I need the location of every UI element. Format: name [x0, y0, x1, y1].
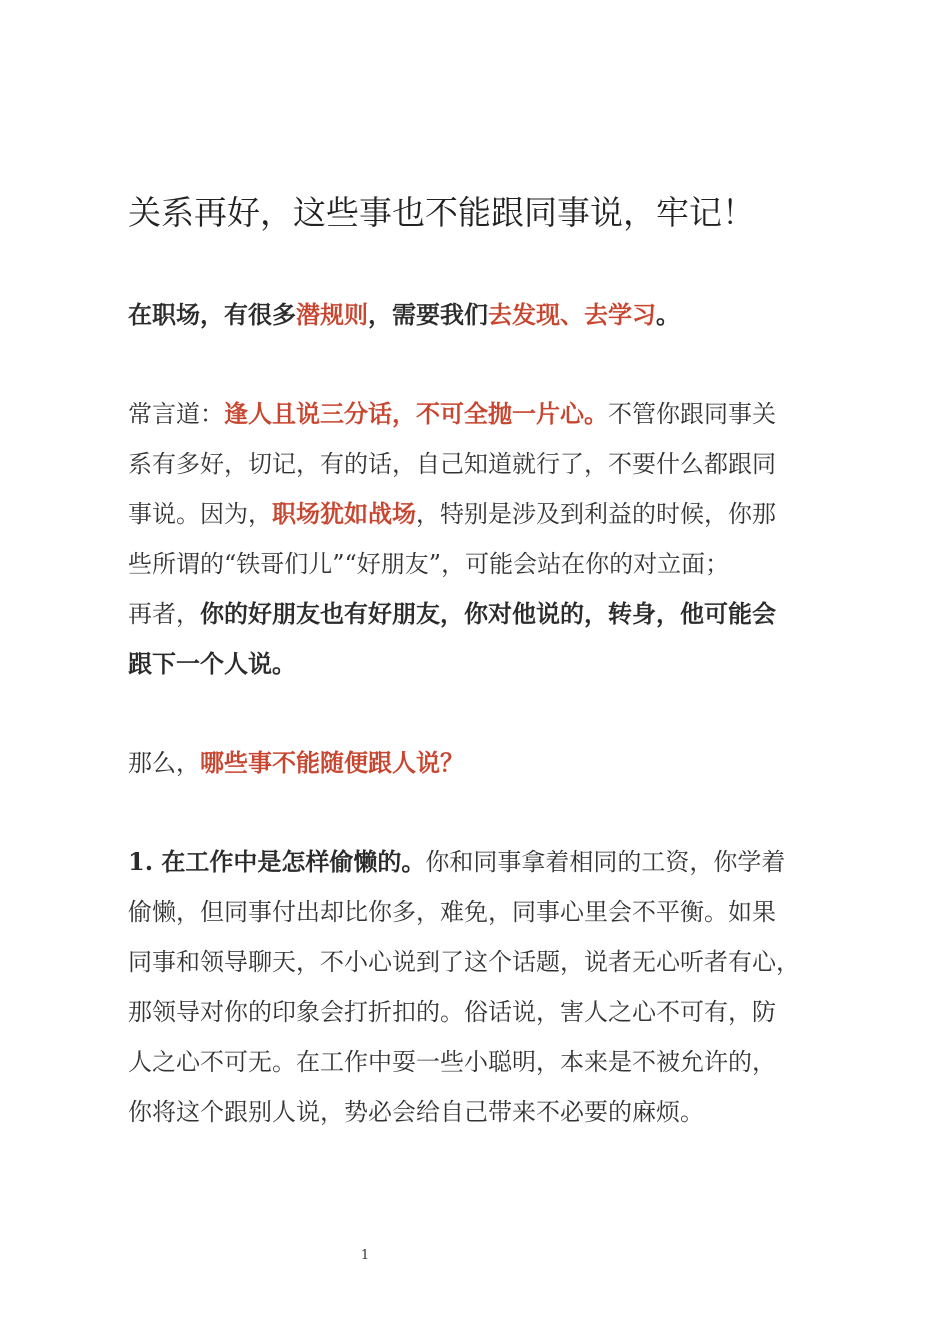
- paragraph-point-1: [128, 837, 818, 1137]
- paragraph-line: [128, 589, 818, 639]
- page-number: 1: [360, 1248, 370, 1263]
- intro-text: 。: [656, 300, 680, 329]
- paragraph-line: 系有多好，切记，有的话，自己知道就行了，不要什么都跟同: [128, 450, 776, 478]
- body-text: 事说。因为，: [128, 500, 272, 528]
- body-text: 再者，: [128, 600, 200, 628]
- highlight-text: 逢人且说三分话，不可全抛一片心。: [224, 399, 608, 428]
- paragraph-line: 跟下一个人说。: [128, 649, 296, 678]
- highlight-text: 潜规则: [296, 300, 368, 329]
- intro-text: 在职场，有很多: [128, 300, 296, 329]
- paragraph-line: 你将这个跟别人说，势必会给自己带来不必要的麻烦。: [128, 1098, 704, 1126]
- intro-paragraph: [128, 290, 818, 340]
- highlight-text: 职场犹如战场: [272, 499, 416, 528]
- paragraph-line: [128, 837, 818, 887]
- body-text: 常言道：: [128, 400, 224, 428]
- body-text: 不管你跟同事关: [608, 400, 776, 428]
- body-text: 你和同事拿着相同的工资，你学着: [425, 848, 786, 876]
- paragraph-line: 那领导对你的印象会打折扣的。俗话说，害人之心不可有，防: [128, 998, 776, 1026]
- paragraph-line: [128, 389, 818, 439]
- intro-text: ，需要我们: [368, 300, 488, 329]
- paragraph-proverb: [128, 389, 818, 689]
- paragraph-line: [128, 489, 818, 539]
- paragraph-line: 人之心不可无。在工作中耍一些小聪明，本来是不被允许的，: [128, 1048, 776, 1076]
- body-text: 那么，: [128, 749, 200, 777]
- bold-text: 你的好朋友也有好朋友，你对他说的，转身，他可能会: [200, 599, 776, 628]
- highlight-text: 哪些事不能随便跟人说？: [200, 748, 464, 777]
- bold-text: 1. 在工作中是怎样偷懒的。: [128, 847, 426, 876]
- body-text: ，特别是涉及到利益的时候，你那: [416, 500, 776, 528]
- document-title: 关系再好，这些事也不能跟同事说，牢记！: [128, 193, 755, 232]
- paragraph-line: 偷懒，但同事付出却比你多，难免，同事心里会不平衡。如果: [128, 898, 776, 926]
- paragraph-line: 些所谓的“铁哥们儿”“好朋友”，可能会站在你的对立面；: [128, 550, 730, 578]
- paragraph-line: 同事和领导聊天，不小心说到了这个话题，说者无心听者有心，: [128, 948, 800, 976]
- highlight-text: 去发现、去学习: [488, 300, 656, 329]
- paragraph-question: [128, 738, 818, 788]
